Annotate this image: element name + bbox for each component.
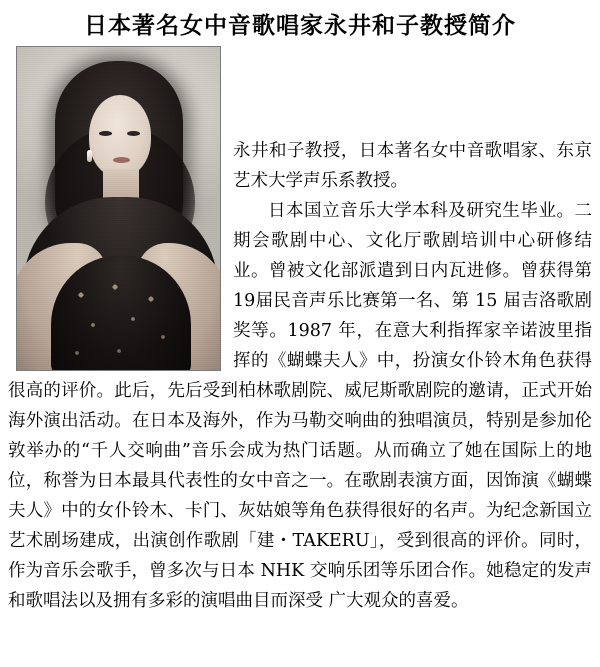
photo-film-grain	[17, 47, 220, 370]
portrait-photo	[16, 46, 221, 371]
paragraph-intro: 永井和子教授，日本著名女中音歌唱家、东京艺术大学声乐系教授。	[233, 140, 592, 191]
article-body	[0, 46, 600, 616]
paragraph-biography: 日本国立音乐大学本科及研究生毕业。二期会歌剧中心、文化厅歌剧培训中心研修结业。曾被文化部派遣到日内瓦进修。曾获得第19届民音声乐比赛第一名、第 15 届吉洛歌剧奖等。1987 年，在意大利指挥家辛诺波里指挥的《蝴蝶夫人》中，扮演女仆铃木角色获得很高的评价。此后，先后受到柏林歌剧院、威尼斯歌剧院的邀请，正式开始海外演出活动。在日本及海外，作为马勒交响曲的独唱演员，特别是参加伦敦举办的“千人交响曲”音乐会成为热门话题。从而确立了她在国际上的地位，称誉为日本最具代表性的女中音之一。在歌剧表演方面，因饰演《蝴蝶夫人》中的女仆铃木、卡门、灰姑娘等角色获得很好的名声。为纪念新国立艺术剧场建成，出演创作歌剧「建・TAKERU」，受到很高的评价。同时，作为音乐会歌手，曾多次与日本 NHK 交响乐团等乐团合作。她稳定的发声和歌唱法以及拥有多彩的演唱曲目而深受 广大观众的喜爱。	[8, 200, 592, 611]
page-title: 日本著名女中音歌唱家永井和子教授简介	[84, 12, 516, 39]
